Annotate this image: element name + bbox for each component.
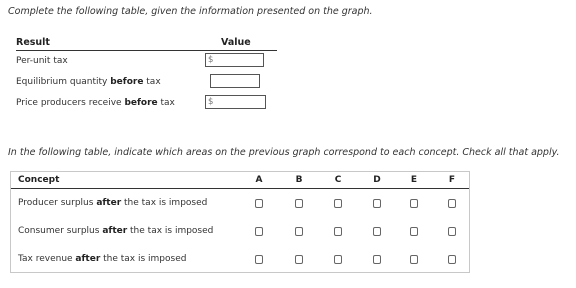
checkbox-producer-surplus-e[interactable]	[410, 199, 418, 208]
row-price-producers-label: Price producers receive before tax	[16, 98, 175, 108]
concept-tax-revenue-label: Tax revenue after the tax is imposed	[18, 254, 187, 264]
checkbox-tax-revenue-a[interactable]	[255, 255, 263, 264]
checkbox-consumer-surplus-e[interactable]	[410, 227, 418, 236]
column-header-value: Value	[221, 37, 251, 48]
row-equilibrium-quantity-label: Equilibrium quantity before tax	[16, 77, 161, 87]
equilibrium-quantity-input[interactable]	[210, 74, 260, 88]
column-header-e: E	[410, 175, 418, 185]
dollar-sign-icon: $	[208, 97, 214, 107]
column-header-result: Result	[16, 37, 50, 48]
column-header-a: A	[255, 175, 263, 185]
dollar-sign-icon: $	[208, 55, 214, 65]
results-table	[16, 36, 277, 108]
checkbox-producer-surplus-b[interactable]	[295, 199, 303, 208]
checkbox-consumer-surplus-f[interactable]	[448, 227, 456, 236]
row-per-unit-tax-label: Per-unit tax	[16, 56, 68, 66]
price-producers-input[interactable]	[205, 95, 266, 109]
checkbox-producer-surplus-d[interactable]	[373, 199, 381, 208]
checkbox-producer-surplus-a[interactable]	[255, 199, 263, 208]
checkbox-producer-surplus-f[interactable]	[448, 199, 456, 208]
concept-producer-surplus-label: Producer surplus after the tax is imposed	[18, 198, 208, 208]
checkbox-consumer-surplus-b[interactable]	[295, 227, 303, 236]
checkbox-tax-revenue-b[interactable]	[295, 255, 303, 264]
checkbox-consumer-surplus-d[interactable]	[373, 227, 381, 236]
checkbox-consumer-surplus-a[interactable]	[255, 227, 263, 236]
checkbox-tax-revenue-e[interactable]	[410, 255, 418, 264]
checkbox-producer-surplus-c[interactable]	[334, 199, 342, 208]
column-header-b: B	[295, 175, 303, 185]
instruction-table2: In the following table, indicate which areas on the previous graph correspond to each concept. Check all that apply.	[8, 147, 560, 158]
column-header-d: D	[373, 175, 381, 185]
checkbox-tax-revenue-c[interactable]	[334, 255, 342, 264]
concepts-table	[10, 171, 470, 273]
column-header-f: F	[448, 175, 456, 185]
concept-consumer-surplus-label: Consumer surplus after the tax is imposed	[18, 226, 214, 236]
results-table-header	[16, 36, 277, 51]
checkbox-tax-revenue-d[interactable]	[373, 255, 381, 264]
column-header-c: C	[334, 175, 342, 185]
per-unit-tax-input[interactable]	[205, 53, 264, 67]
column-header-concept: Concept	[18, 175, 60, 185]
instruction-table1: Complete the following table, given the information presented on the graph.	[8, 6, 373, 17]
concepts-table-header	[11, 172, 469, 189]
checkbox-consumer-surplus-c[interactable]	[334, 227, 342, 236]
checkbox-tax-revenue-f[interactable]	[448, 255, 456, 264]
